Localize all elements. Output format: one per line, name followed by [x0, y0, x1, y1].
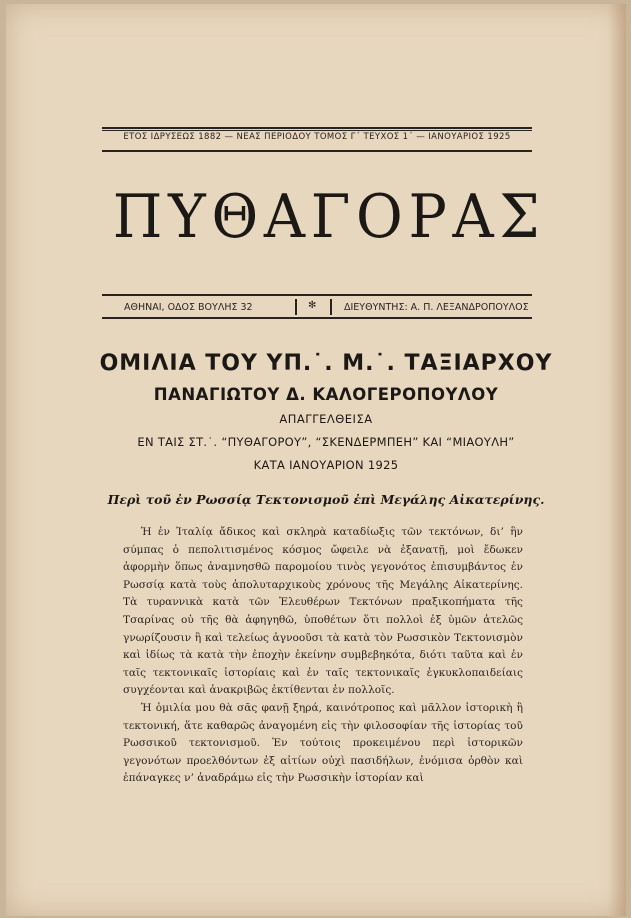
- address-row: [102, 296, 532, 318]
- paragraph-2: Ἡ ὁμιλία μου θὰ σᾶς φανῇ ξηρά, καινότροπος καὶ μᾶλλον ἱστορικὴ ἢ τεκτονική, ἅτε καθαρῶς ἀναγομένη εἰς τὴν φιλοσοφίαν τῆς ἱστορίας τοῦ Ρωσσικοῦ τεκτονισμοῦ. Ἐν τούτοις προκειμένου περὶ ἱστορικῶν γεγονότων προελθόντων ἐξ αἰτίων οὐχὶ πασιδήλων, ἐνόμισα ὀρθὸν καὶ ἐπάναγκες ν’ ἀναδράμω εἰς τὴν Ρωσσικὴν ἱστορίαν καὶ: [123, 701, 523, 785]
- lodges-line: ΕΝ ΤΑΙΣ ΣΤ.˙. “ΠΥΘΑΓΟΡΟΥ”, “ΣΚΕΝΔΕΡΜΠΕΗ” ΚΑΙ “ΜΙΑΟΥΛΗ”: [137, 435, 515, 449]
- address-text: ΑΘΗΝΑΙ, ΟΔΟΣ ΒΟΥΛΗΣ 32: [124, 302, 253, 313]
- issue-line: ΕΤΟΣ ΙΔΡΥΣΕΩΣ 1882 — ΝΕΑΣ ΠΕΡΙΟΔΟΥ ΤΟΜΟΣ Γ΄ ΤΕΥΧΟΣ 1΄ — ΙΑΝΟΥΑΡΙΟΣ 1925: [123, 132, 511, 142]
- journal-page: [6, 4, 626, 916]
- speaker-name: ΠΑΝΑΓΙΩΤΟΥ Δ. ΚΑΛΟΓΕΡΟΠΟΥΛΟΥ: [153, 385, 499, 404]
- date-line: ΚΑΤΑ ΙΑΝΟΥΑΡΙΟΝ 1925: [253, 458, 399, 472]
- ornament-icon: ✻: [308, 300, 317, 311]
- masthead-top-rule-inner: [102, 130, 532, 131]
- article-body: [123, 524, 523, 788]
- address-bottom-rule: [102, 317, 532, 319]
- paragraph-1: Ἡ ἐν Ἰταλίᾳ ἄδικος καὶ σκληρὰ καταδίωξις τῶν τεκτόνων, δι’ ἣν σύμπας ὁ πεπολιτισμένος κόσμος ὤφειλε νὰ ἐξανατῇ, μοὶ ἔδωκεν ἀφορμὴν ὅπως ἀναμνησθῶ παρομοίου τινὸς γεγονότος ἐπισυμβάντος ἐν Ρωσσίᾳ κατὰ τοὺς ἀπολυταρχικοὺς χρόνους τῆς Μεγάλης Αἰκατερίνης. Τὰ τυραννικὰ κατὰ τῶν Ἐλευθέρων Τεκτόνων πραξικοπήματα τῆς Τσαρίνας οὐ τῆς θὰ ἀφηγηθῶ, ὑποθέτων ὅτι πολλοὶ ἐξ ὑμῶν ἀτελῶς γνωρίζουσιν ἢ καὶ τελείως ἀγνοοῦσι τὰ κατὰ τὸν Ρωσσικὸν Τεκτονισμὸν καὶ ἰδίως τὰ κατὰ τὴν ἐποχὴν ἐκείνην συμβεβηκότα, διότι ταῦτα καὶ ἐν ταῖς τεκτονικαῖς ἱστορίαις καὶ ἐν ταῖς τεκτονικαῖς ἐγκυκλοπαιδείαις συγχέονται καὶ ἀνακριβῶς ἐκτίθενται ἐν πολλοῖς.: [123, 526, 523, 697]
- address-divider-left: [295, 299, 297, 315]
- director-text: ΔΙΕΥΘΥΝΤΗΣ: Α. Π. ΛΕΞΑΝΔΡΟΠΟΥΛΟΣ: [344, 302, 529, 313]
- address-divider-right: [330, 299, 332, 315]
- delivered-label: ΑΠΑΓΓΕΛΘΕΙΣΑ: [279, 412, 373, 426]
- masthead-bottom-rule: [102, 150, 532, 152]
- journal-title: ΠΥΘΑΓΟΡΑΣ: [112, 182, 546, 252]
- article-subtitle: Περὶ τοῦ ἐν Ρωσσίᾳ Τεκτονισμοῦ ἐπὶ Μεγάλης Αἰκατερίνης.: [107, 492, 545, 507]
- speech-heading: ΟΜΙΛΙΑ ΤΟΥ ΥΠ.˙. Μ.˙. ΤΑΞΙΑΡΧΟΥ: [99, 351, 553, 376]
- masthead-top-rule-outer: [102, 127, 532, 129]
